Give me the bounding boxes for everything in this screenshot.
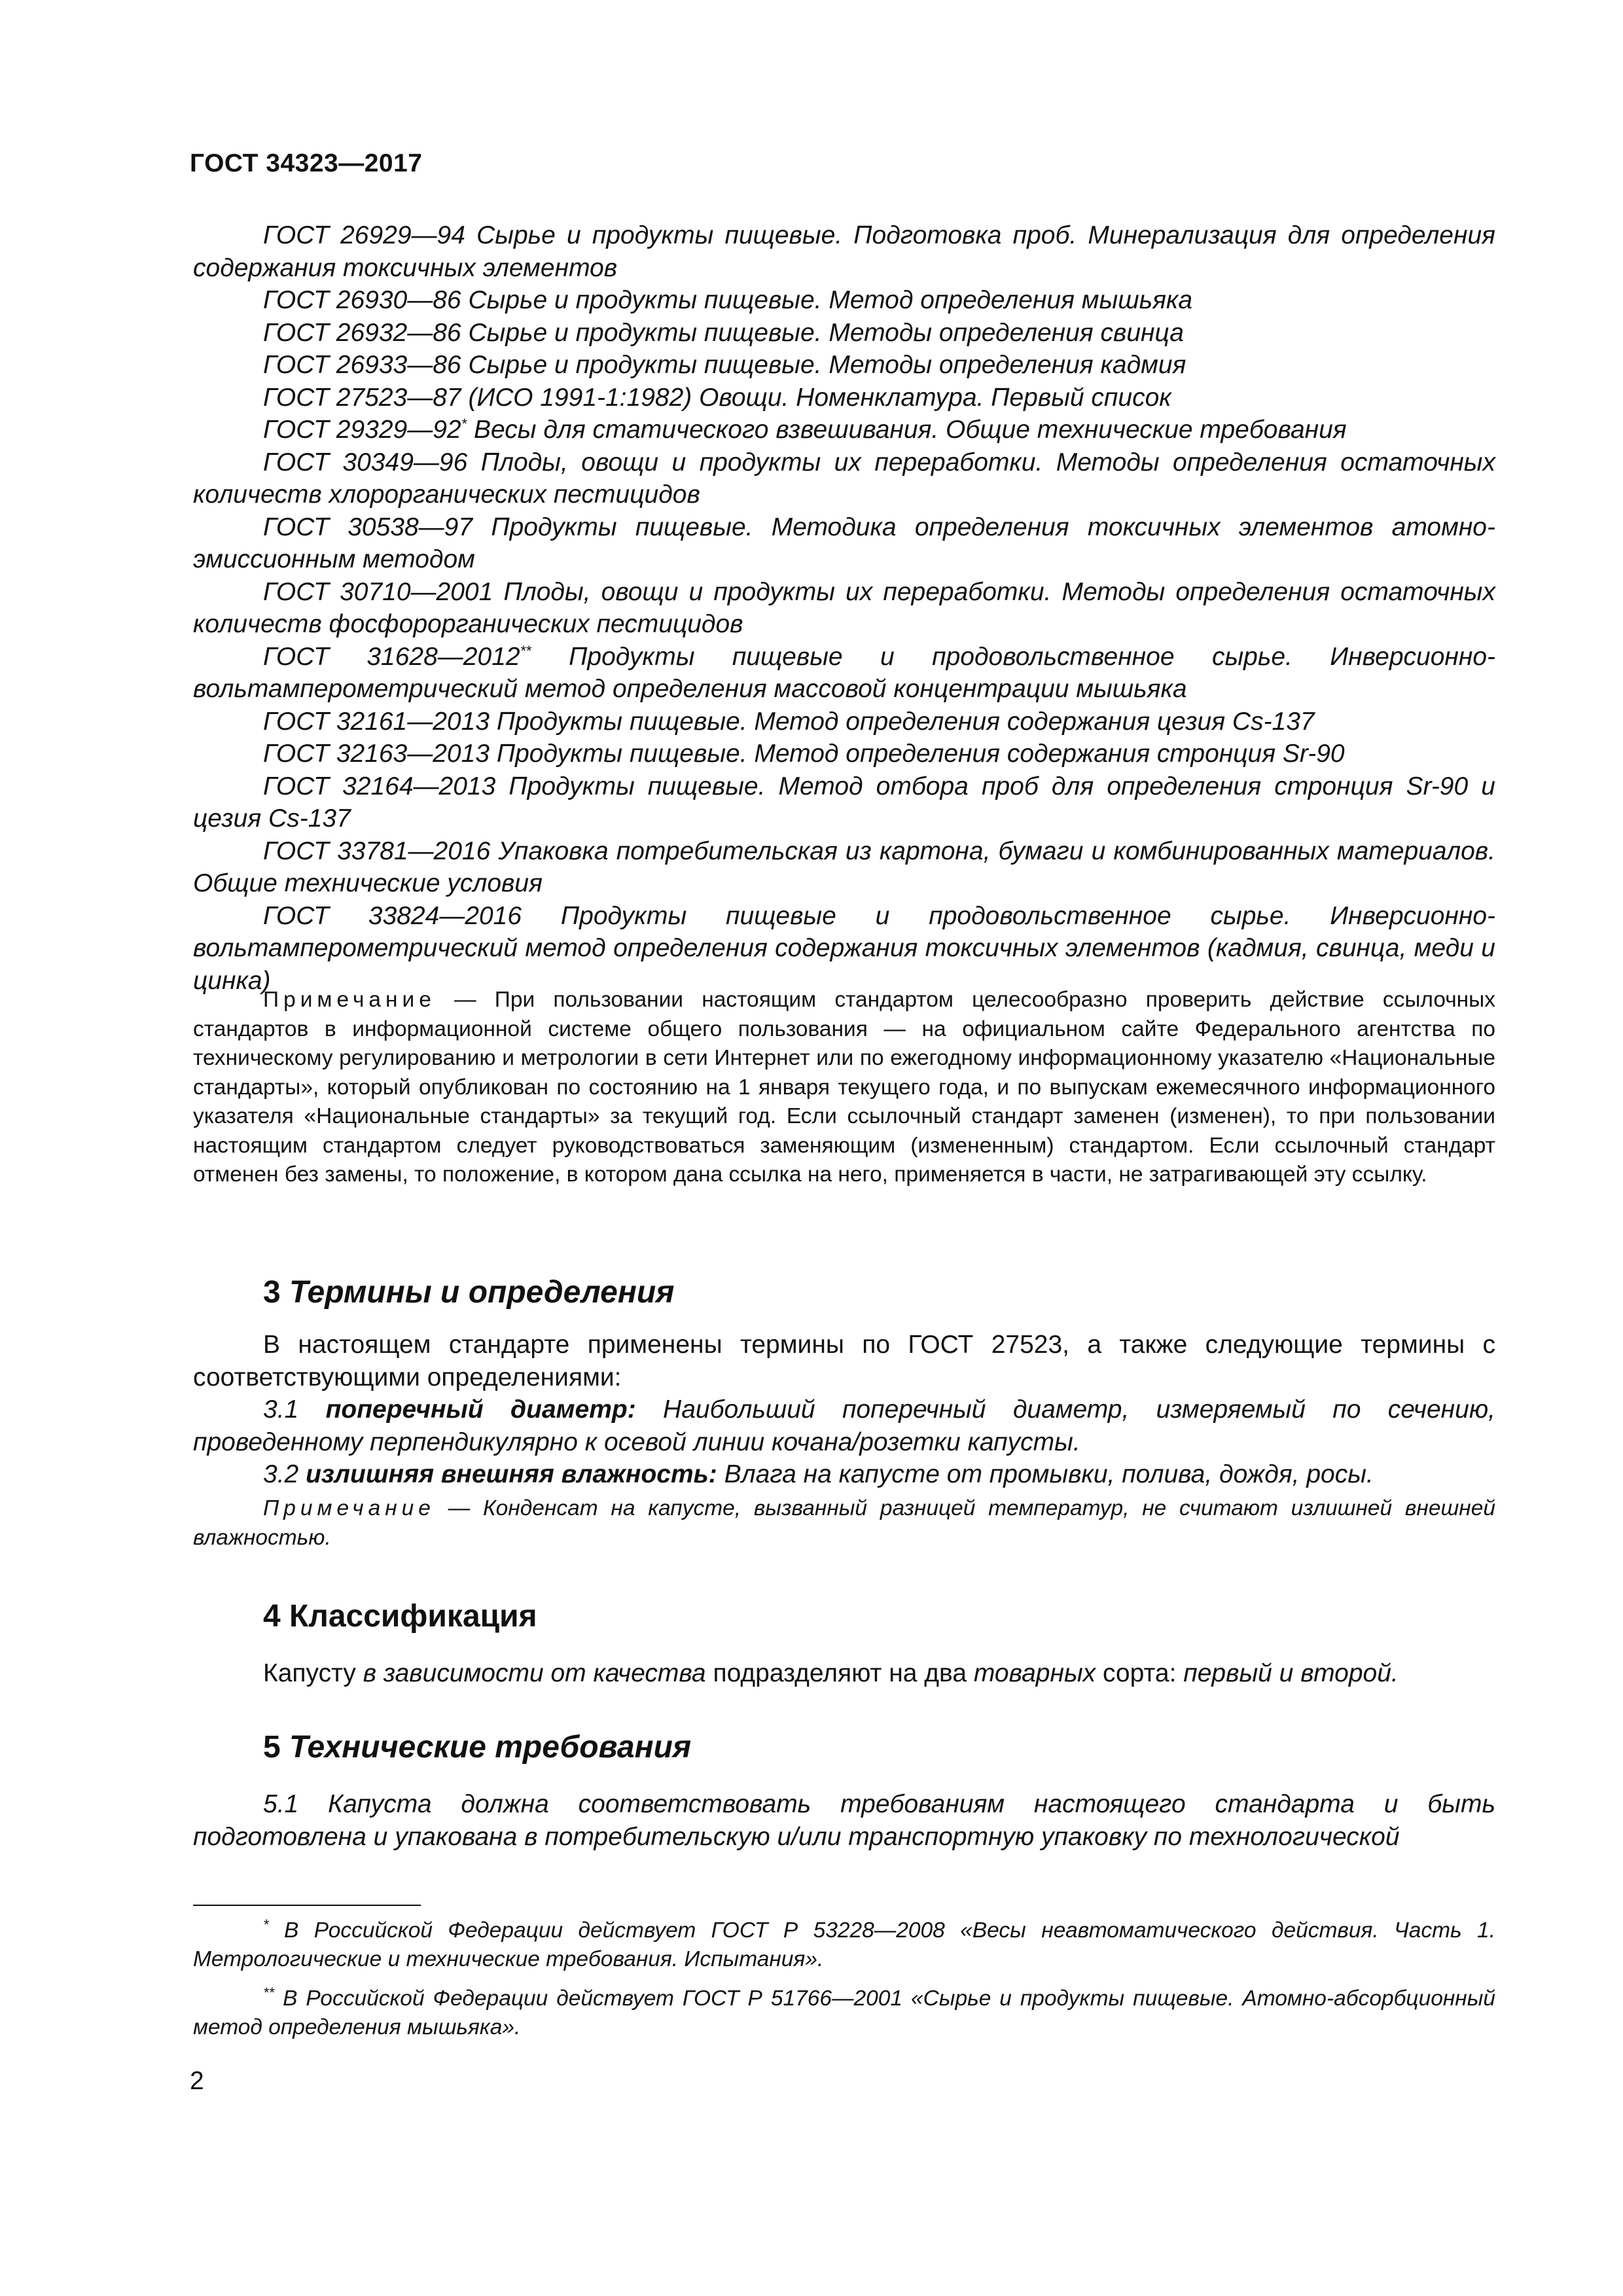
page-number: 2 bbox=[190, 2067, 204, 2095]
section-5-heading: 5 Технические требования bbox=[263, 1730, 692, 1765]
footnote-divider bbox=[193, 1905, 421, 1906]
section-3-note: Примечание — Конденсат на капусте, вызванный разницей температур, не считают излишней внешней влажностью. bbox=[193, 1496, 1495, 1550]
reference-item: ГОСТ 33781—2016 Упаковка потребительская из картона, бумаги и комбинированных материалов. Общие технические условия bbox=[193, 836, 1495, 897]
section-3-heading: 3 Термины и определения bbox=[263, 1275, 675, 1310]
document-header: ГОСТ 34323—2017 bbox=[190, 149, 423, 177]
reference-item: ГОСТ 30349—96 Плоды, овощи и продукты их переработки. Методы определения остаточных количеств хлорорганических пестицидов bbox=[193, 448, 1495, 509]
footnote-ref: ** bbox=[520, 642, 531, 659]
reference-item: ГОСТ 26933—86 Сырье и продукты пищевые. Методы определения кадмия bbox=[263, 351, 1186, 379]
section-3-intro: В настоящем стандарте применены термины по ГОСТ 27523, а также следующие термины с соответствующими определениями: bbox=[193, 1331, 1495, 1391]
footnote-1: * В Российской Федерации действует ГОСТ Р 53228—2008 «Весы неавтоматического действия. Часть 1. Метрологические и технические требования. Испытания». bbox=[193, 1916, 1495, 1971]
section-3-body bbox=[193, 1329, 1495, 1491]
reference-list bbox=[193, 219, 1495, 997]
references-note bbox=[193, 986, 1495, 1190]
reference-item: ГОСТ 27523—87 (ИСО 1991-1:1982) Овощи. Номенклатура. Первый список bbox=[263, 383, 1171, 412]
reference-item: ГОСТ 30710—2001 Плоды, овощи и продукты их переработки. Методы определения остаточных количеств фосфорорганических пестицидов bbox=[193, 577, 1495, 638]
footnote-ref: * bbox=[461, 416, 467, 432]
section-4-body: Капусту в зависимости от качества подразделяют на два товарных сорта: первый и второй. bbox=[263, 1659, 1399, 1687]
reference-item: ГОСТ 32161—2013 Продукты пищевые. Метод определения содержания цезия Cs-137 bbox=[263, 707, 1315, 736]
reference-item: ГОСТ 33824—2016 Продукты пищевые и продовольственное сырье. Инверсионно-вольтамперометрический метод определения содержания токсичных элементов (кадмия, свинца, меди и цинка) bbox=[193, 901, 1496, 995]
reference-item: ГОСТ 29329—92* Весы для статического взвешивания. Общие технические требования bbox=[263, 416, 1347, 444]
term-3-2: 3.2 излишняя внешняя влажность: Влага на капусте от промывки, полива, дождя, росы. bbox=[263, 1460, 1374, 1488]
section-4-heading: 4 Классификация bbox=[263, 1599, 537, 1634]
footnote-2: ** В Российской Федерации действует ГОСТ Р 51766—2001 «Сырье и продукты пищевые. Атомно-абсорбционный метод определения мышьяка». bbox=[193, 1984, 1495, 2039]
reference-item: ГОСТ 32163—2013 Продукты пищевые. Метод определения содержания стронция Sr-90 bbox=[263, 740, 1345, 768]
reference-item: ГОСТ 26932—86 Сырье и продукты пищевые. Методы определения свинца bbox=[263, 318, 1184, 347]
reference-item: ГОСТ 30538—97 Продукты пищевые. Методика определения токсичных элементов атомно-эмиссионным методом bbox=[193, 512, 1495, 573]
term-3-1: 3.1 поперечный диаметр: Наибольший поперечный диаметр, измеряемый по сечению, проведенному перпендикулярно к осевой линии кочана/розетки капусты. bbox=[193, 1395, 1495, 1456]
reference-item: ГОСТ 31628—2012** Продукты пищевые и продовольственное сырье. Инверсионно-вольтамперометрический метод определения массовой концентрации мышьяка bbox=[193, 642, 1495, 703]
reference-item: ГОСТ 26930—86 Сырье и продукты пищевые. Метод определения мышьяка bbox=[263, 286, 1193, 314]
clause-5-1: 5.1 Капуста должна соответствовать требованиям настоящего стандарта и быть подготовлена и упакована в потребительскую и/или транспортную упаковку по технологической bbox=[193, 1790, 1495, 1851]
note-text: — При пользовании настоящим стандартом целесообразно проверить действие ссылочных стандартов в информационной системе общего пользования — на официальном сайте Федерального агентства по техническому регулированию и метрологии в сети Интернет или по ежегодному информационному указателю «Национальные стандарты», который опубликован по состоянию на 1 января текущего года, и по выпускам ежемесячного информационного указателя «Национальные стандарты» за текущий год. Если ссылочный стандарт заменен (изменен), то при пользовании настоящим стандартом следует руководствоваться заменяющим (измененным) стандартом. Если ссылочный стандарт отменен без замены, то положение, в котором дана ссылка на него, применяется в части, не затрагивающей эту ссылку. bbox=[193, 988, 1495, 1187]
reference-item: ГОСТ 32164—2013 Продукты пищевые. Метод отбора проб для определения стронция Sr-90 и цезия Cs-137 bbox=[193, 772, 1495, 833]
section-5-body bbox=[193, 1788, 1495, 1853]
note-label: Примечание bbox=[263, 988, 436, 1012]
reference-item: ГОСТ 26929—94 Сырье и продукты пищевые. Подготовка проб. Минерализация для определения содержания токсичных элементов bbox=[193, 221, 1495, 282]
